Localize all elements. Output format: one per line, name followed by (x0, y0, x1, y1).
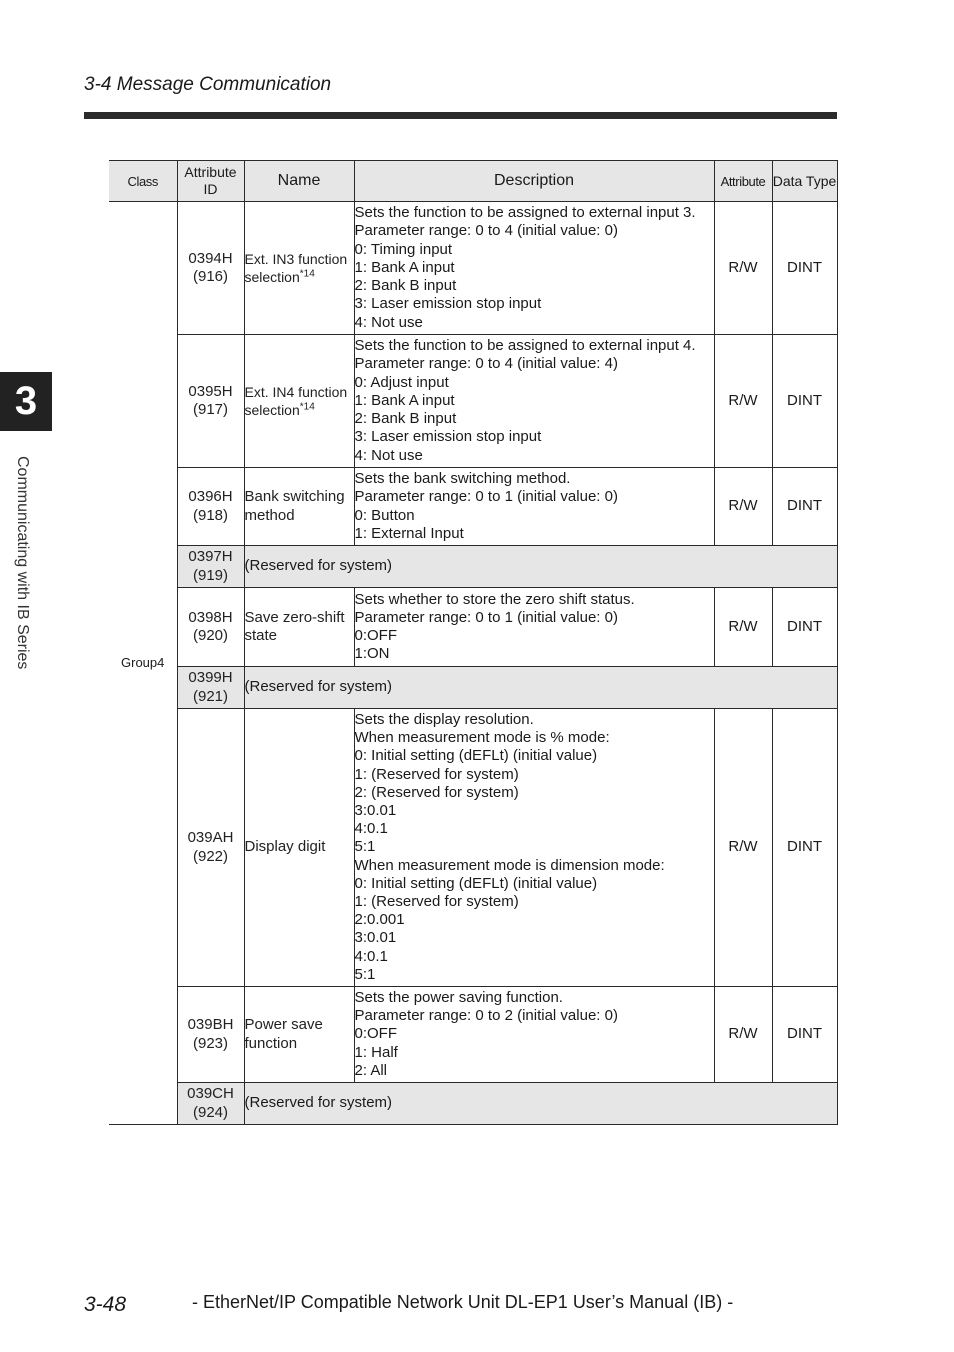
attribute-id-hex: 0398H (188, 608, 233, 626)
description-cell (354, 987, 714, 1083)
description-line: 3: Laser emission stop input (354, 428, 542, 446)
table-row (109, 202, 837, 335)
col-header-description: Description (354, 161, 714, 202)
col-header-attribute-id: Attribute ID (177, 161, 244, 202)
description-line: 1: (Reserved for system) (354, 893, 519, 910)
name-text: Ext. IN4 function selection (244, 383, 348, 418)
reserved-cell: (Reserved for system) (244, 667, 837, 709)
attribute-id-hex: 0394H (188, 249, 233, 267)
col-header-name: Name (244, 161, 354, 202)
description-line: 4: Not use (354, 446, 423, 464)
chapter-side-label: Communicating with IB Series (14, 456, 31, 670)
description-line: When measurement mode is % mode: (354, 729, 610, 747)
description-line: 4:0.1 (354, 820, 388, 838)
attribute-id-dec: (917) (192, 401, 229, 418)
table-row (109, 588, 837, 667)
page-number: 3-48 (84, 1293, 127, 1316)
attribute-id-cell (177, 202, 244, 335)
attribute-id-hex: 039BH (187, 1016, 234, 1034)
attribute-table (109, 160, 838, 1125)
description-line: 3: Laser emission stop input (354, 295, 542, 313)
attribute-id-dec: (919) (192, 566, 229, 584)
description-line: Sets the bank switching method. (354, 470, 571, 488)
description-line: Sets the display resolution. (354, 710, 534, 728)
data-type-cell: DINT (772, 335, 837, 468)
description-line: 0: Timing input (354, 240, 453, 258)
attribute-cell: R/W (714, 709, 772, 987)
class-cell: Group4 (109, 202, 177, 1125)
name-cell: Save zero-shift state (244, 588, 354, 667)
name-cell (244, 335, 354, 468)
attribute-id-hex: 0399H (188, 669, 233, 687)
name-text: Ext. IN3 function selection (244, 250, 348, 285)
header-rule (84, 112, 837, 119)
data-type-cell: DINT (772, 987, 837, 1083)
attribute-cell: R/W (714, 335, 772, 468)
reserved-cell: (Reserved for system) (244, 1083, 837, 1125)
attribute-id-dec: (921) (192, 687, 229, 705)
description-line: 2: Bank B input (354, 410, 457, 428)
col-header-attribute: Attribute (714, 161, 772, 202)
description-line: Parameter range: 0 to 4 (initial value: 4) (354, 355, 618, 373)
attribute-id-cell (177, 667, 244, 709)
description-line: Sets the function to be assigned to external input 3. (354, 204, 696, 222)
description-line: 5:1 (354, 965, 376, 983)
footnote-ref: *14 (299, 401, 315, 413)
description-line: 5:1 (354, 838, 376, 856)
attribute-id-hex: 039CH (187, 1085, 234, 1103)
description-line: 2: All (354, 1061, 388, 1079)
attribute-id-cell (177, 588, 244, 667)
description-cell (354, 709, 714, 987)
name-cell: Power save function (244, 987, 354, 1083)
table-header-row (109, 161, 837, 202)
data-type-cell: DINT (772, 709, 837, 987)
attribute-id-cell (177, 546, 244, 588)
description-line: 0:OFF (354, 627, 398, 644)
description-line: 0: Initial setting (dEFLt) (initial value) (354, 747, 598, 765)
manual-title: - EtherNet/IP Compatible Network Unit DL-EP1 User’s Manual (IB) - (192, 1292, 734, 1312)
description-line: Sets whether to store the zero shift status. (354, 590, 635, 608)
description-line: Parameter range: 0 to 1 (initial value: 0) (354, 488, 618, 506)
attribute-id-dec: (923) (192, 1034, 229, 1052)
table-row (109, 709, 837, 987)
description-line: 1:ON (354, 645, 390, 663)
name-cell: Bank switching method (244, 468, 354, 546)
description-line: 0:OFF (354, 1025, 398, 1043)
footnote-ref: *14 (299, 268, 315, 280)
col-header-data-type: Data Type (772, 161, 837, 202)
attribute-id-hex: 0395H (188, 382, 233, 400)
table-row-reserved (109, 667, 837, 709)
description-line: 2: Bank B input (354, 277, 457, 295)
description-line: Sets the power saving function. (354, 988, 563, 1006)
table-row-reserved (109, 546, 837, 588)
description-line: 1: Bank A input (354, 391, 455, 409)
table-row (109, 468, 837, 546)
attribute-id-cell (177, 335, 244, 468)
attribute-id-hex: 0397H (188, 548, 233, 566)
reserved-cell: (Reserved for system) (244, 546, 837, 588)
attribute-cell: R/W (714, 202, 772, 335)
description-line: 3:0.01 (354, 801, 397, 819)
attribute-id-dec: (920) (192, 627, 229, 644)
description-line: 1: Half (354, 1043, 398, 1061)
description-line: 1: External Input (354, 524, 464, 542)
attribute-id-cell (177, 987, 244, 1083)
description-line: 0: Adjust input (354, 373, 449, 391)
name-cell (244, 202, 354, 335)
attribute-id-dec: (924) (192, 1103, 229, 1121)
description-line: Parameter range: 0 to 1 (initial value: 0) (354, 608, 618, 626)
attribute-id-hex: 039AH (187, 829, 234, 847)
table-row-reserved (109, 1083, 837, 1125)
data-type-cell: DINT (772, 202, 837, 335)
attribute-id-dec: (918) (192, 506, 229, 524)
attribute-cell: R/W (714, 987, 772, 1083)
description-line: 0: Initial setting (dEFLt) (initial value) (354, 874, 598, 892)
attribute-cell: R/W (714, 468, 772, 546)
description-line: 4:0.1 (354, 947, 388, 965)
col-header-class: Class (109, 161, 177, 202)
description-line: 1: (Reserved for system) (354, 765, 519, 783)
description-line: 2: (Reserved for system) (354, 783, 519, 801)
attribute-id-cell (177, 1083, 244, 1125)
attribute-id-dec: (922) (192, 847, 229, 865)
description-cell (354, 202, 714, 335)
name-cell: Display digit (244, 709, 354, 987)
description-line: Sets the function to be assigned to external input 4. (354, 337, 696, 355)
description-line: Parameter range: 0 to 4 (initial value: 0) (354, 222, 618, 240)
description-line: 4: Not use (354, 313, 423, 331)
chapter-tab: 3 (0, 372, 52, 431)
description-cell (354, 588, 714, 667)
table-row (109, 335, 837, 468)
section-title: 3-4 Message Communication (84, 74, 332, 95)
description-line: 2:0.001 (354, 911, 405, 929)
description-cell (354, 335, 714, 468)
attribute-cell: R/W (714, 588, 772, 667)
description-line: 0: Button (354, 506, 415, 524)
attribute-id-cell (177, 468, 244, 546)
table-row (109, 987, 837, 1083)
description-line: When measurement mode is dimension mode: (354, 856, 665, 874)
attribute-id-dec: (916) (192, 268, 229, 285)
data-type-cell: DINT (772, 468, 837, 546)
description-cell (354, 468, 714, 546)
description-line: 1: Bank A input (354, 258, 455, 276)
attribute-id-hex: 0396H (188, 488, 233, 506)
data-type-cell: DINT (772, 588, 837, 667)
attribute-id-cell (177, 709, 244, 987)
description-line: Parameter range: 0 to 2 (initial value: 0) (354, 1007, 618, 1025)
description-line: 3:0.01 (354, 929, 397, 947)
